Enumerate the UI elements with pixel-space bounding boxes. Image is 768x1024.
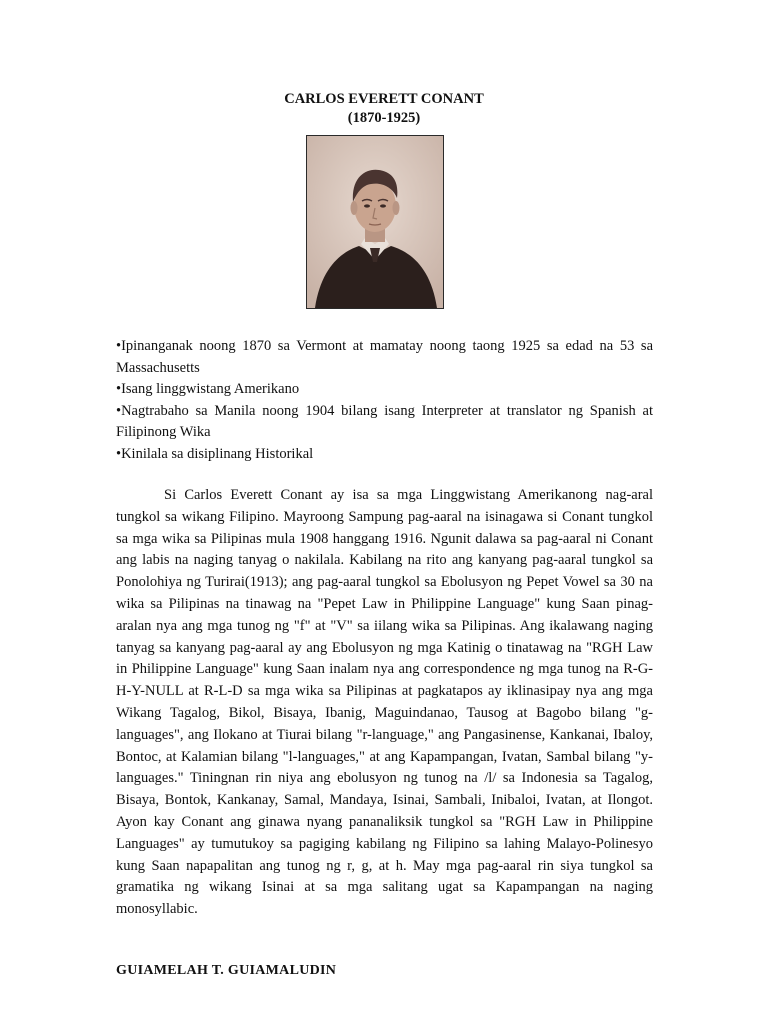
bullet-item: •Kinilala sa disiplinang Historikal [116, 445, 314, 462]
portrait-photo-icon [307, 136, 443, 308]
bullet-list [116, 336, 653, 465]
bullet-item: •Nagtrabaho sa Manila noong 1904 bilang isang Interpreter at translator ng Spanish at Filipinong Wika [116, 402, 653, 440]
portrait-photo [306, 135, 444, 309]
bullet-item: •Isang linggwistang Amerikano [116, 381, 300, 397]
body-paragraph: Si Carlos Everett Conant ay isa sa mga Linggwistang Amerikanong nag-aral tungkol sa wikang Filipino. Mayroong Sampung pag-aaral na isinagawa si Conant tungkol sa mga wika sa Pilipinas mula 1908 hanggang 1916. Ngunit dalawa sa pag-aaral ni Conant ang labis na naging tanyag o nakilala. Kabilang na rito ang kanyang pag-aaral tungkol sa Ponolohiya ng Turirai(1913); ang pag-aaral tungkol sa Ebolusyon ng Pepet Vowel sa 30 na wika sa Pilipinas na tinawag na "Pepet Law in Philippine Language" kung Saan pinag-aralan nya ang mga tunog ng "f" at "V" sa iilang wika sa Pilipinas. Ang ikalawang naging tanyag sa kanyang pag-aaral ay ang Ebolusyon ng mga Katinig o tinatawag na "RGH Law in Philippine Language" kung Saan inalam nya ang correspondence ng mga tunog na R-G-H-Y-NULL at R-L-D sa mga wika sa Pilipinas at pagkatapos ay iklinasipay nya ang mga Wikang Tagalog, Bikol, Bisaya, Ibanig, Maguindanao, Tausog at Bagobo bilang "g-languages", ang Ilokano at Tiurai bilang "r-language," ang Pangasinense, Kankanai, Ibaloy, Bontoc, at Kalamian bilang "l-languages," at ang Kapampangan, Ivatan, Sambal bilang "y-languages." Tiningnan rin niya ang ebolusyon ng tunog na /l/ sa Indonesia sa Tagalog, Bisaya, Bontok, Kankanay, Samal, Mandaya, Isinai, Sambali, Inibaloi, Ivatan, at Ilongot. Ayon kay Conant ang ginawa nyang pananaliksik tungkol sa "RGH Law in Philippine Languages" ay tumutukoy sa pagiging kabilang ng Filipino sa lahing Malayo-Polinesyo kung Saan napapalitan ang tunog ng r, g, at h. May mga pag-aaral rin siya tungkol sa gramatika ng wikang Isinai at sa mga salitang ugat sa Kapampangan na naging monosyllabic. [116, 487, 653, 918]
document-years: (1870-1925) [347, 110, 421, 126]
document-title: CARLOS EVERETT CONANT [284, 91, 484, 107]
author-name: GUIAMELAH T. GUIAMALUDIN [116, 963, 337, 978]
bullet-item: •Ipinanganak noong 1870 sa Vermont at mamatay noong taong 1925 sa edad na 53 sa Massachusetts [116, 338, 653, 376]
